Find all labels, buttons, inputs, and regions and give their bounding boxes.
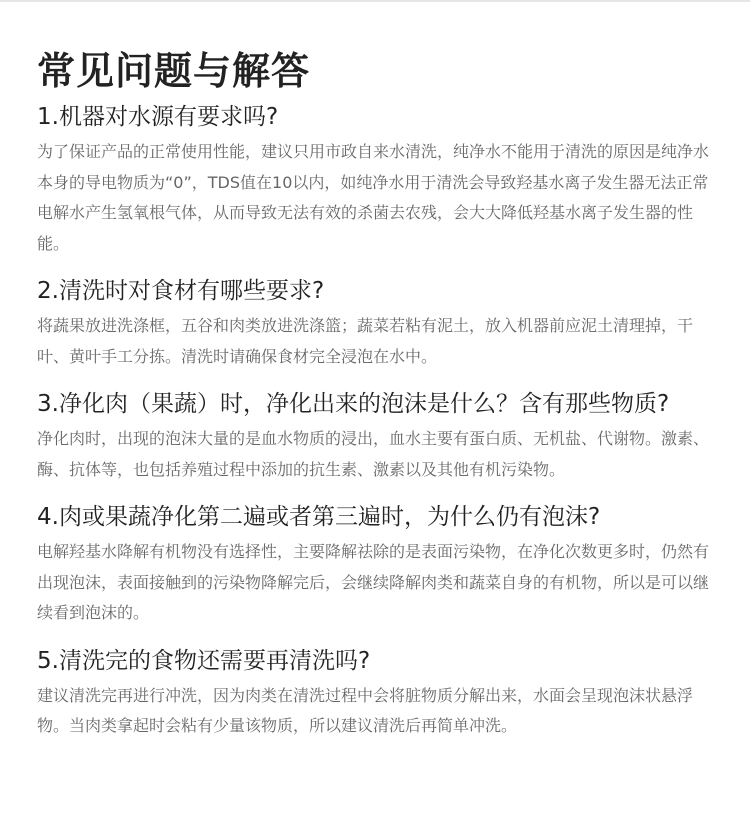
faq-question-1: 1.机器对水源有要求吗? — [37, 104, 279, 130]
faq-answer-4: 电解羟基水降解有机物没有选择性，主要降解祛除的是表面污染物，在净化次数更多时，仍然有出现泡沫，表面接触到的污染物降解完后，会继续降解肉类和蔬菜自身的有机物，所以是可以继续看到泡沫的。 — [37, 542, 710, 622]
faq-item-3 — [37, 389, 713, 485]
faq-question-5: 5.清洗完的食物还需要再清洗吗? — [37, 647, 371, 674]
page-title: 常见问题与解答 — [37, 49, 311, 93]
faq-answer-1: 为了保证产品的正常使用性能，建议只用市政自来水清洗，纯净水不能用于清洗的原因是纯净水本身的导电物质为“0”，TDS值在10以内，如纯净水用于清洗会导致羟基水离子发生器无法正常电解水产生氢氧根气体，从而导致无法有效的杀菌去农残，会大大降低羟基水离子发生器的性能。 — [37, 142, 710, 253]
faq-page — [37, 44, 713, 742]
faq-answer-5: 建议清洗完再进行冲洗，因为肉类在清洗过程中会将脏物质分解出来，水面会呈现泡沫状悬浮物。当肉类拿起时会粘有少量该物质，所以建议清洗后再简单冲洗。 — [37, 685, 694, 735]
faq-item-5 — [37, 646, 713, 742]
top-divider — [0, 0, 750, 2]
faq-item-2 — [37, 276, 713, 372]
faq-item-4 — [37, 502, 713, 629]
faq-question-4: 4.肉或果蔬净化第二遍或者第三遍时，为什么仍有泡沫? — [37, 504, 601, 530]
faq-answer-3: 净化肉时，出现的泡沫大量的是血水物质的浸出，血水主要有蛋白质、无机盐、代谢物。激素、酶、抗体等，也包括养殖过程中添加的抗生素、激素以及其他有机污染物。 — [37, 429, 710, 479]
faq-question-3: 3.净化肉（果蔬）时，净化出来的泡沫是什么？含有那些物质? — [37, 391, 670, 417]
faq-answer-2: 将蔬果放进洗涤框，五谷和肉类放进洗涤篮；蔬菜若粘有泥土，放入机器前应泥土清理掉，干叶、黄叶手工分拣。清洗时请确保食材完全浸泡在水中。 — [37, 316, 694, 366]
faq-item-1 — [37, 102, 713, 259]
faq-question-2: 2.清洗时对食材有哪些要求? — [37, 278, 325, 304]
